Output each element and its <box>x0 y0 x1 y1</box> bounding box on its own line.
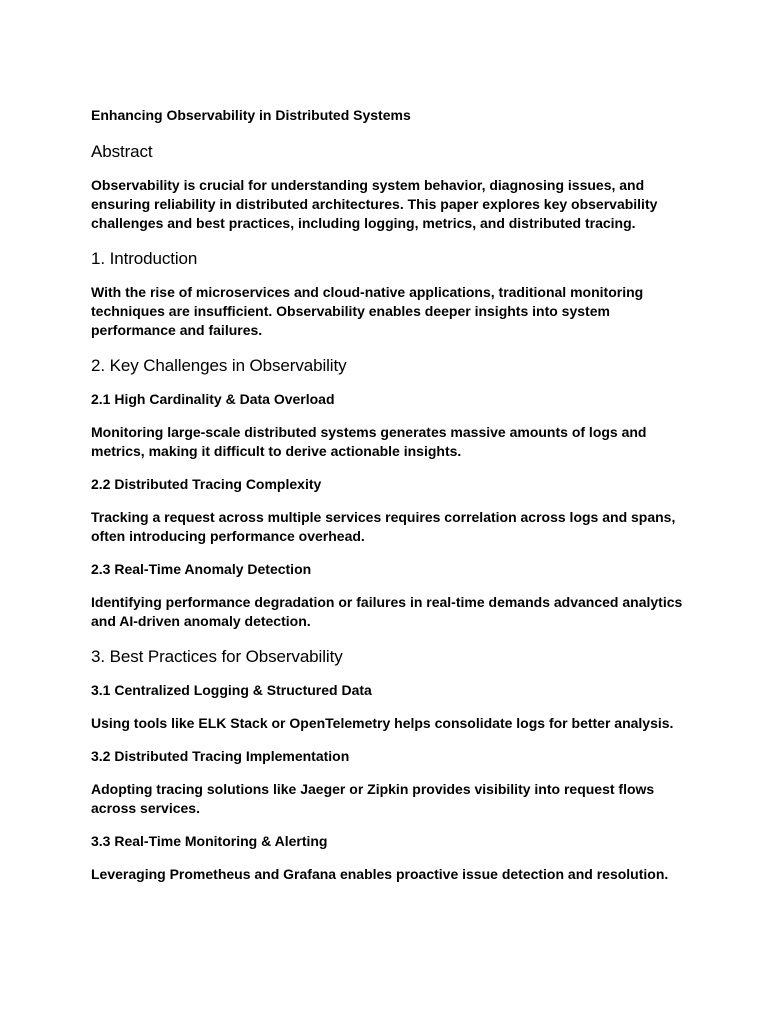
section-heading-introduction: 1. Introduction <box>91 249 198 268</box>
subsection-heading-centralized-logging: 3.1 Centralized Logging & Structured Data <box>91 682 372 698</box>
subsection-heading-monitoring-alerting: 3.3 Real-Time Monitoring & Alerting <box>91 833 328 849</box>
high-cardinality-text: Monitoring large-scale distributed systems generates massive amounts of logs and metrics, making it difficult to derive actionable insights. <box>91 424 647 459</box>
tracing-implementation-text: Adopting tracing solutions like Jaeger or Zipkin provides visibility into request flows across services. <box>91 781 655 816</box>
subsection-heading-high-cardinality: 2.1 High Cardinality & Data Overload <box>91 391 335 407</box>
document-body <box>91 106 691 898</box>
section-heading-key-challenges: 2. Key Challenges in Observability <box>91 356 347 375</box>
monitoring-alerting-text: Leveraging Prometheus and Grafana enables proactive issue detection and resolution. <box>91 866 669 882</box>
abstract-heading: Abstract <box>91 142 153 161</box>
introduction-text: With the rise of microservices and cloud-native applications, traditional monitoring techniques are insufficient. Observability enables deeper insights into system performance and failures. <box>91 284 644 338</box>
subsection-heading-tracing-implementation: 3.2 Distributed Tracing Implementation <box>91 748 350 764</box>
subsection-heading-anomaly-detection: 2.3 Real-Time Anomaly Detection <box>91 561 312 577</box>
section-heading-best-practices: 3. Best Practices for Observability <box>91 647 343 666</box>
abstract-text: Observability is crucial for understanding system behavior, diagnosing issues, and ensuring reliability in distributed architectures. This paper explores key observability challenges and best practices, including logging, metrics, and distributed tracing. <box>91 177 658 231</box>
document-title: Enhancing Observability in Distributed Systems <box>91 107 411 123</box>
anomaly-detection-text: Identifying performance degradation or failures in real-time demands advanced analytics and AI-driven anomaly detection. <box>91 594 683 629</box>
subsection-heading-tracing-complexity: 2.2 Distributed Tracing Complexity <box>91 476 322 492</box>
tracing-complexity-text: Tracking a request across multiple services requires correlation across logs and spans, often introducing performance overhead. <box>91 509 676 544</box>
centralized-logging-text: Using tools like ELK Stack or OpenTelemetry helps consolidate logs for better analysis. <box>91 715 674 731</box>
